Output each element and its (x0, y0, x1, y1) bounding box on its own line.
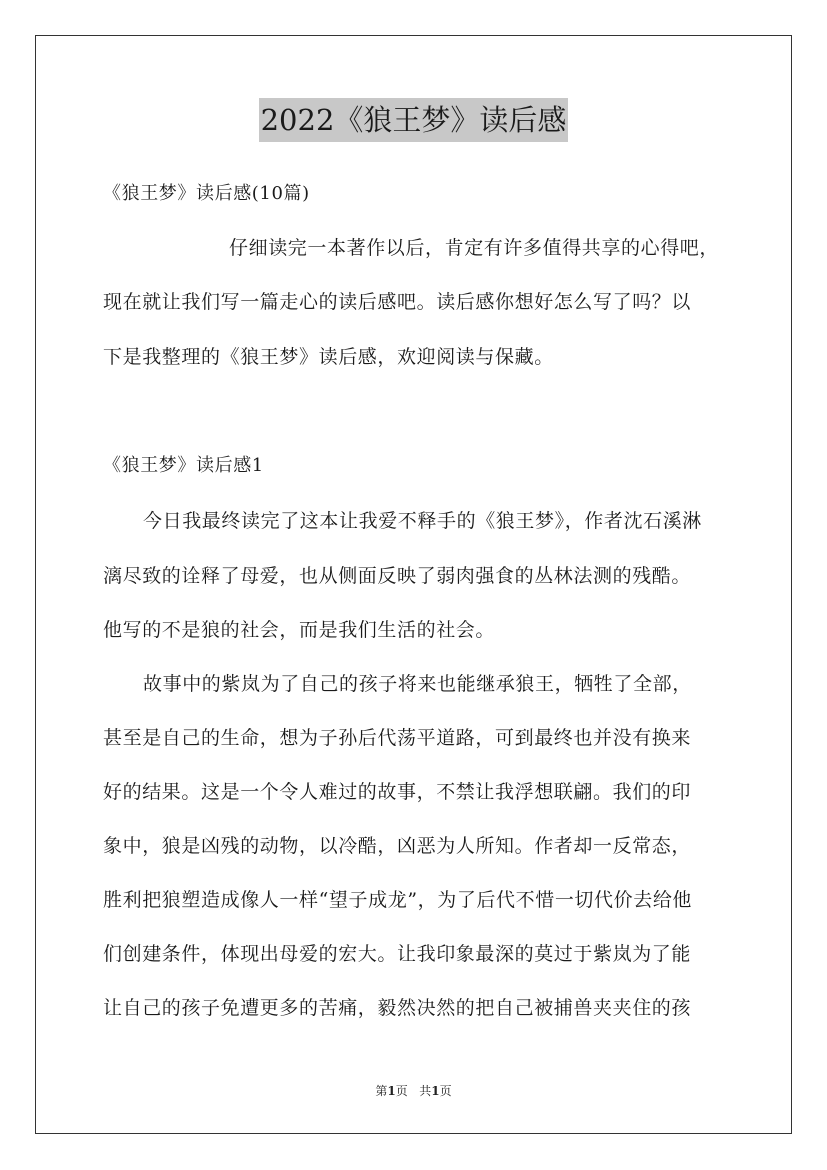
paragraph2-line-2: 甚至是自己的生命，想为子孙后代荡平道路，可到最终也并没有换来 (103, 727, 692, 749)
paragraph1-line-3: 他写的不是狼的社会，而是我们生活的社会。 (103, 619, 496, 641)
footer-page-suffix: 页 (439, 1084, 452, 1098)
section-heading: 《狼王梦》读后感1 (103, 455, 264, 476)
paragraph2-line-4: 象中，狼是凶残的动物，以冷酷，凶恶为人所知。作者却一反常态， (103, 835, 692, 857)
title-container (0, 98, 827, 142)
footer-page-mid: 页 共 (395, 1084, 432, 1098)
paragraph1-line-2: 漓尽致的诠释了母爱，也从侧面反映了弱肉强食的丛林法测的残酷。 (103, 565, 692, 587)
paragraph1-line-1: 今日我最终读完了这本让我爱不释手的《狼王梦》，作者沈石溪淋 (143, 510, 702, 532)
document-title: 2022《狼王梦》读后感 (259, 98, 569, 142)
document-subtitle: 《狼王梦》读后感(10篇) (103, 183, 310, 204)
paragraph2-line-1: 故事中的紫岚为了自己的孩子将来也能继承狼王，牺牲了全部， (143, 673, 692, 695)
paragraph2-line-5: 胜利把狼塑造成像人一样“望子成龙”，为了后代不惜一切代价去给他 (103, 889, 693, 911)
footer-page-current: 1 (387, 1084, 396, 1098)
page-footer (0, 1083, 827, 1099)
paragraph2-line-3: 好的结果。这是一个令人难过的故事，不禁让我浮想联翩。我们的印 (103, 781, 692, 803)
intro-line-1: 仔细读完一本著作以后，肯定有许多值得共享的心得吧， (229, 237, 720, 259)
intro-line-2: 现在就让我们写一篇走心的读后感吧。读后感你想好怎么写了吗？以 (103, 291, 692, 313)
footer-page-total: 1 (431, 1084, 440, 1098)
paragraph2-line-6: 们创建条件，体现出母爱的宏大。让我印象最深的莫过于紫岚为了能 (103, 943, 692, 965)
footer-page-prefix: 第 (375, 1084, 388, 1098)
paragraph2-line-7: 让自己的孩子免遭更多的苦痛，毅然决然的把自己被捕兽夹夹住的孩 (103, 997, 692, 1019)
intro-line-3: 下是我整理的《狼王梦》读后感，欢迎阅读与保藏。 (103, 346, 554, 368)
